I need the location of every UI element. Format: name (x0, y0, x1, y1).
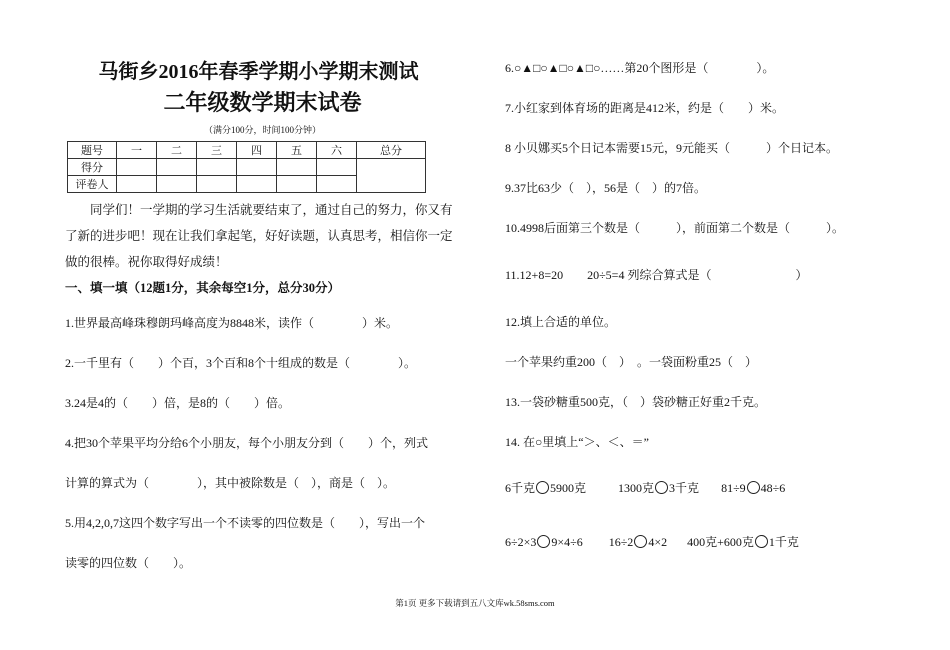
compare-circle-icon[interactable] (747, 481, 760, 494)
intro-paragraph: 同学们！一学期的学习生活就要结束了，通过自己的努力，你又有了新的进步吧！现在让我们拿起笔，好好读题，认真思考，相信你一定做的很棒。祝你取得好成绩！ (65, 203, 453, 269)
score-row-label: 得分 (68, 159, 117, 176)
compare-circle-icon[interactable] (755, 535, 768, 548)
question-4-line1: 4.把30个苹果平均分给6个小朋友，每个小朋友分到（ ）个，列式 (65, 436, 429, 450)
question-12-items: 一个苹果约重200（ ） 。一袋面粉重25（ ） (505, 355, 758, 369)
score-table-header-row (68, 142, 426, 159)
question-9: 9.37比63少（ ），56是（ ）的7倍。 (505, 181, 707, 195)
compare-left: 81÷9 (721, 481, 746, 495)
score-table (67, 141, 426, 193)
score-table-row (68, 159, 426, 176)
score-header-cell: 三 (197, 142, 237, 159)
question-4-line2: 计算的算式为（ ），其中被除数是（ ），商是（ ）。 (65, 476, 396, 490)
compare-right: 9×4÷6 (551, 535, 583, 549)
score-header-cell: 总分 (357, 142, 426, 159)
question-2: 2.一千里有（ ）个百，3个百和8个十组成的数是（ ）。 (65, 356, 417, 370)
question-7: 7.小红家到体育场的距离是412米，约是（ ）米。 (505, 101, 785, 115)
question-12: 12.填上合适的单位。 (505, 315, 617, 329)
question-14: 14. 在○里填上“＞、＜、＝” (505, 435, 649, 449)
score-row-label: 评卷人 (68, 176, 117, 193)
compare-left: 16÷2 (608, 535, 634, 549)
compare-row-2 (505, 532, 905, 552)
left-column (65, 58, 460, 573)
score-header-cell: 二 (157, 142, 197, 159)
question-8: 8 小贝娜买5个日记本需要15元，9元能买（ ）个日记本。 (505, 141, 839, 155)
score-cell (317, 159, 357, 176)
compare-right: 48÷6 (760, 481, 786, 495)
score-header-cell: 四 (237, 142, 277, 159)
score-cell (317, 176, 357, 193)
question-11: 11.12+8=20 20÷5=4 列综合算式是（ ） (505, 268, 808, 282)
question-13: 13.一袋砂糖重500克，（ ）袋砂糖正好重2千克。 (505, 395, 767, 409)
compare-left: 6÷2×3 (505, 535, 537, 549)
compare-circle-icon[interactable] (536, 481, 549, 494)
score-cell (117, 159, 157, 176)
question-3: 3.24是4的（ ）倍，是8的（ ）倍。 (65, 396, 291, 410)
compare-right: 4×2 (648, 535, 668, 549)
score-cell (237, 176, 277, 193)
question-5-line1: 5.用4,2,0,7这四个数字写出一个不读零的四位数是（ ），写出一个 (65, 516, 426, 530)
score-header-cell: 一 (117, 142, 157, 159)
compare-left: 6千克 (505, 481, 536, 495)
exam-title-line1: 马街乡2016年春季学期小学期末测试 (98, 61, 419, 83)
exam-meta: （满分100分，时间100分钟） (203, 125, 321, 135)
score-header-cell: 题号 (68, 142, 117, 159)
score-header-cell: 五 (277, 142, 317, 159)
score-cell (157, 159, 197, 176)
score-cell (277, 159, 317, 176)
total-score-cell (357, 159, 426, 193)
question-10: 10.4998后面第三个数是（ ），前面第二个数是（ ）。 (505, 221, 845, 235)
score-cell (197, 176, 237, 193)
compare-left: 1300克 (618, 481, 655, 495)
compare-row-1 (505, 478, 905, 498)
score-cell (197, 159, 237, 176)
exam-title-line2: 二年级数学期末试卷 (163, 90, 362, 115)
compare-right: 5900克 (550, 481, 587, 495)
compare-circle-icon[interactable] (537, 535, 550, 548)
compare-circle-icon[interactable] (634, 535, 647, 548)
score-cell (157, 176, 197, 193)
score-cell (117, 176, 157, 193)
question-6: 6.○▲□○▲□○▲□○……第20个图形是（ ）。 (505, 61, 775, 75)
compare-left: 400克+600克 (687, 535, 754, 549)
question-1: 1.世界最高峰珠穆朗玛峰高度为8848米，读作（ ）米。 (65, 316, 399, 330)
score-cell (237, 159, 277, 176)
section-heading: 一、填一填（12题1分，其余每空1分，总分30分） (65, 281, 341, 295)
compare-right: 3千克 (669, 481, 700, 495)
question-5-line2: 读零的四位数（ ）。 (65, 556, 192, 570)
score-cell (277, 176, 317, 193)
compare-circle-icon[interactable] (655, 481, 668, 494)
page-footer: 第1页 更多下载请到五八文库wk.58sms.com (395, 598, 555, 608)
right-column (505, 58, 905, 552)
score-header-cell: 六 (317, 142, 357, 159)
compare-right: 1千克 (768, 535, 799, 549)
